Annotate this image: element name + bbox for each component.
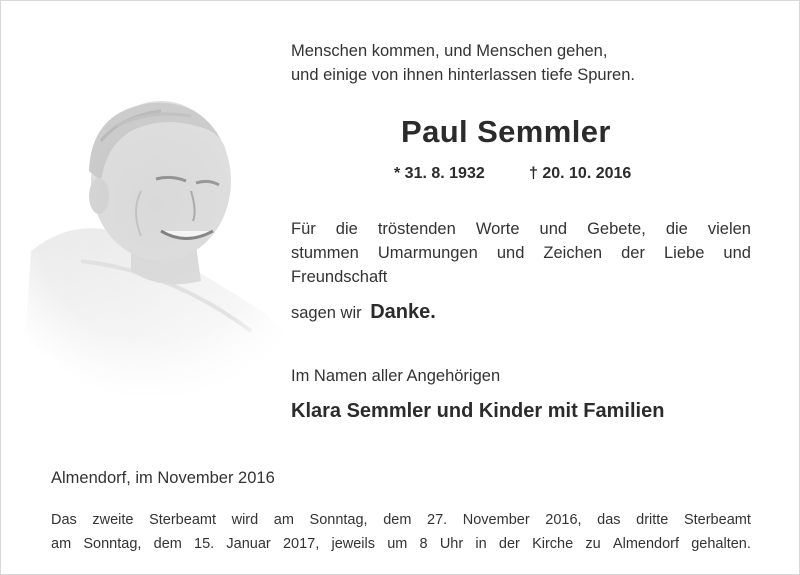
word: Kirche [532, 536, 574, 552]
notice-line-2 [51, 532, 751, 556]
thanks-line-2 [291, 241, 751, 265]
word: das [597, 512, 621, 528]
word: gehalten. [691, 536, 751, 552]
word: um [387, 536, 408, 552]
word: Umarmungen [377, 244, 478, 262]
word: am [51, 536, 72, 552]
word: der [498, 536, 520, 552]
word: Gebete, [587, 220, 646, 238]
quote-line-1: Menschen kommen, und Menschen gehen, [291, 42, 608, 60]
word: zu [585, 536, 601, 552]
word: Für [291, 220, 316, 238]
death-date: † 20. 10. 2016 [529, 165, 632, 182]
thanks-closing [291, 301, 436, 324]
word: Uhr [439, 536, 464, 552]
word: dem [383, 512, 412, 528]
word: Freundschaft [291, 268, 388, 286]
word: 15. [194, 536, 215, 552]
word: Almendorf [612, 536, 680, 552]
thanks-line-1 [291, 217, 751, 241]
word: wird [231, 512, 259, 528]
word: 2016, [545, 512, 582, 528]
word: dem [153, 536, 182, 552]
mass-notice [51, 508, 751, 556]
word: 27. [427, 512, 448, 528]
word: und [496, 244, 525, 262]
word: in [475, 536, 487, 552]
place-and-date: Almendorf, im November 2016 [51, 469, 275, 487]
word: und [539, 220, 568, 238]
quote [291, 39, 635, 87]
portrait-photo [21, 71, 321, 401]
word: Sonntag, [83, 536, 142, 552]
word: stummen [291, 244, 359, 262]
word: 8 [419, 536, 428, 552]
deceased-name: Paul Semmler [401, 114, 611, 149]
thanks-prefix: sagen wir [291, 304, 362, 322]
word: Sonntag, [309, 512, 368, 528]
thanks-paragraph [291, 217, 751, 289]
word: Januar [226, 536, 271, 552]
word: jeweils [331, 536, 375, 552]
word: dritte [636, 512, 669, 528]
word: Sterbeamt [149, 512, 216, 528]
word: und [723, 244, 751, 262]
family-signature: Klara Semmler und Kinder mit Familien [291, 400, 665, 422]
word: tröstenden [377, 220, 456, 238]
notice-line-1 [51, 508, 751, 532]
quote-line-2: und einige von ihnen hinterlassen tiefe Spuren. [291, 66, 635, 84]
word: Das [51, 512, 77, 528]
word: am [273, 512, 294, 528]
word: Zeichen [543, 244, 603, 262]
word: zweite [92, 512, 134, 528]
thanks-line-3 [291, 265, 751, 289]
word: vielen [707, 220, 751, 238]
word: 2017, [282, 536, 320, 552]
word: die [335, 220, 358, 238]
on-behalf-line: Im Namen aller Angehörigen [291, 367, 501, 385]
word: Sterbeamt [683, 512, 751, 528]
word: der [621, 244, 645, 262]
word: November [462, 512, 530, 528]
danke-word: Danke. [370, 301, 436, 323]
word: die [665, 220, 688, 238]
word: Worte [475, 220, 520, 238]
word: Liebe [664, 244, 705, 262]
birth-date: * 31. 8. 1932 [394, 165, 485, 182]
